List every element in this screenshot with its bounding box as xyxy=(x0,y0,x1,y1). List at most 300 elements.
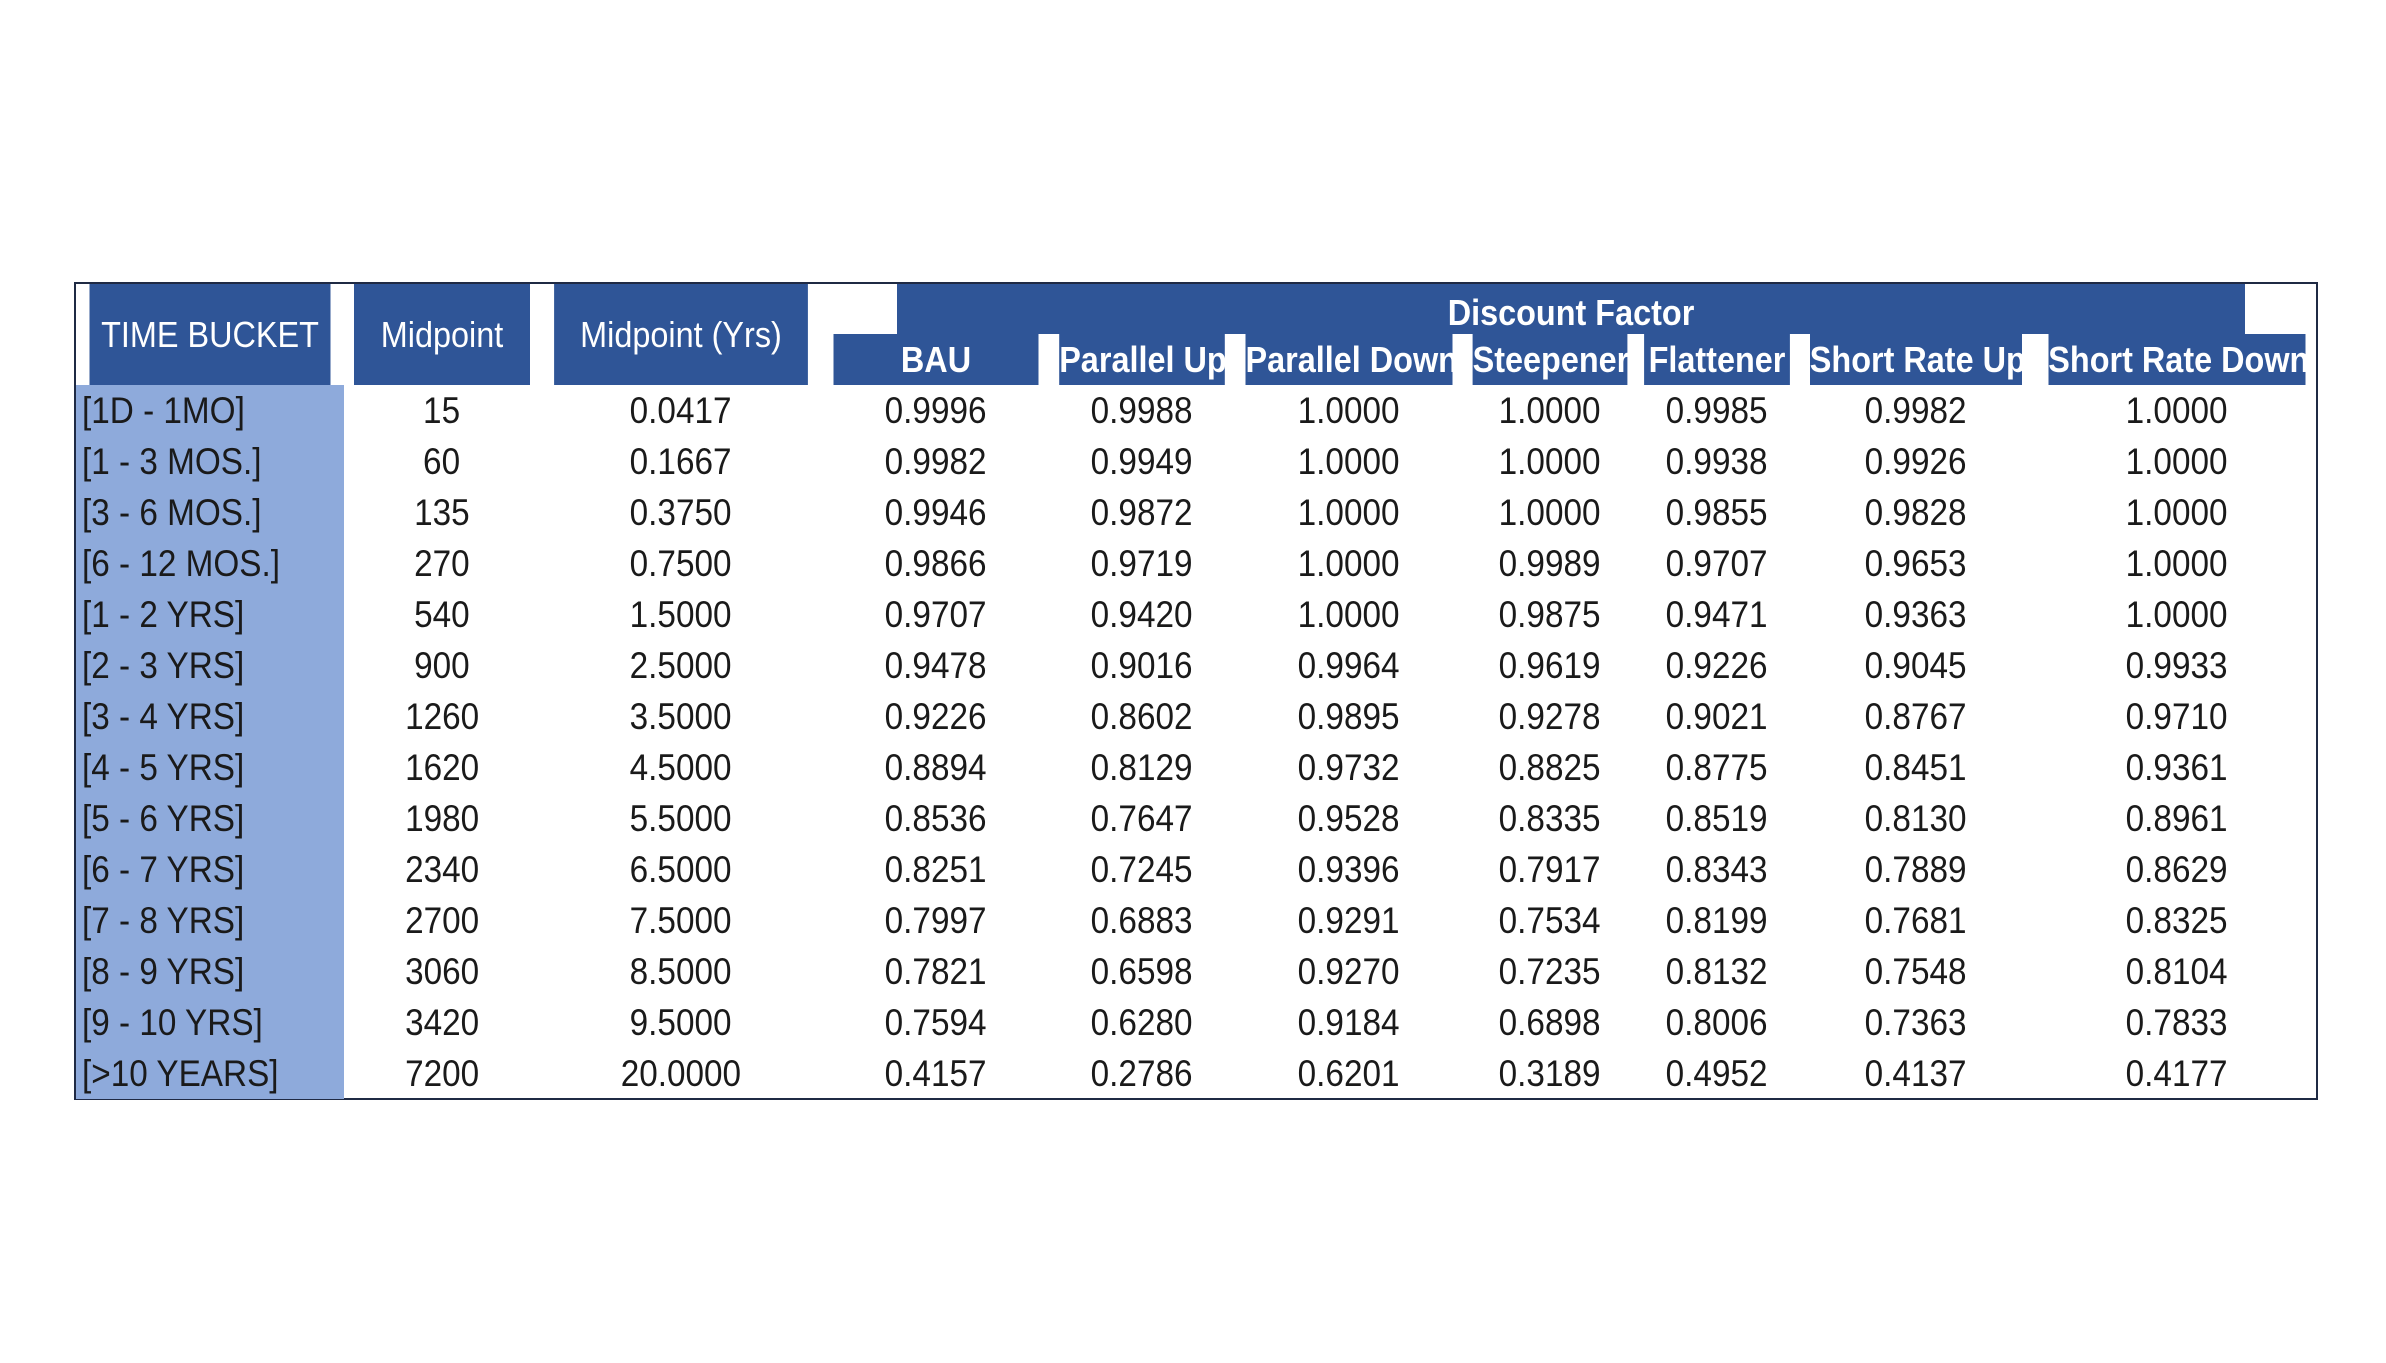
cell-steepener xyxy=(1464,793,1636,844)
cell-short-rate-down-text: 0.8629 xyxy=(2126,848,2228,890)
cell-bau xyxy=(822,946,1050,997)
cell-midpoint xyxy=(344,1048,540,1099)
table-row xyxy=(76,895,2320,946)
cell-bau xyxy=(822,997,1050,1048)
cell-parallel-up xyxy=(1050,640,1234,691)
cell-flattener xyxy=(1636,946,1798,997)
cell-bau xyxy=(822,538,1050,589)
cell-short-rate-up xyxy=(1798,844,2034,895)
cell-flattener-text: 0.9021 xyxy=(1666,695,1768,737)
cell-steepener xyxy=(1464,1048,1636,1099)
cell-short-rate-up xyxy=(1798,487,2034,538)
cell-parallel-up xyxy=(1050,691,1234,742)
cell-short-rate-down-text: 0.7833 xyxy=(2126,1001,2228,1043)
cell-short-rate-up-text: 0.9653 xyxy=(1865,542,1967,584)
cell-midpoint-yrs-text: 0.7500 xyxy=(630,542,732,584)
cell-midpoint xyxy=(344,640,540,691)
cell-steepener xyxy=(1464,844,1636,895)
cell-short-rate-down-text: 1.0000 xyxy=(2126,593,2228,635)
cell-parallel-down-text: 0.9270 xyxy=(1298,950,1400,992)
cell-bau-text: 0.7997 xyxy=(885,899,987,941)
cell-midpoint-yrs-text: 5.5000 xyxy=(630,797,732,839)
cell-short-rate-down xyxy=(2034,997,2320,1048)
discount-factor-table xyxy=(74,282,2318,1100)
cell-bau-text: 0.8536 xyxy=(885,797,987,839)
cell-flattener-text: 0.9938 xyxy=(1666,440,1768,482)
cell-short-rate-up-text: 0.8451 xyxy=(1865,746,1967,788)
cell-short-rate-up xyxy=(1798,589,2034,640)
cell-time-bucket xyxy=(76,385,344,436)
cell-parallel-down xyxy=(1234,487,1464,538)
cell-parallel-down xyxy=(1234,844,1464,895)
table-row xyxy=(76,946,2320,997)
cell-midpoint xyxy=(344,793,540,844)
cell-time-bucket-text: [4 - 5 YRS] xyxy=(82,746,245,788)
cell-parallel-up xyxy=(1050,742,1234,793)
cell-flattener xyxy=(1636,640,1798,691)
cell-parallel-down-text: 0.9396 xyxy=(1298,848,1400,890)
cell-flattener xyxy=(1636,844,1798,895)
cell-short-rate-up-text: 0.4137 xyxy=(1865,1052,1967,1094)
data-table xyxy=(76,284,2320,1099)
cell-steepener-text: 1.0000 xyxy=(1499,491,1601,533)
cell-parallel-up xyxy=(1050,589,1234,640)
cell-flattener xyxy=(1636,997,1798,1048)
cell-short-rate-down xyxy=(2034,691,2320,742)
cell-bau-text: 0.9226 xyxy=(885,695,987,737)
cell-short-rate-down xyxy=(2034,385,2320,436)
cell-midpoint-yrs-text: 0.1667 xyxy=(630,440,732,482)
cell-bau-text: 0.4157 xyxy=(885,1052,987,1094)
cell-midpoint-yrs xyxy=(540,844,822,895)
cell-time-bucket xyxy=(76,487,344,538)
cell-steepener-text: 1.0000 xyxy=(1499,440,1601,482)
cell-short-rate-up xyxy=(1798,640,2034,691)
cell-steepener xyxy=(1464,385,1636,436)
cell-midpoint-yrs xyxy=(540,538,822,589)
cell-parallel-down xyxy=(1234,385,1464,436)
cell-steepener xyxy=(1464,742,1636,793)
cell-parallel-up-text: 0.6598 xyxy=(1091,950,1193,992)
cell-time-bucket xyxy=(76,793,344,844)
cell-parallel-up-text: 0.9420 xyxy=(1091,593,1193,635)
cell-midpoint-text: 1620 xyxy=(404,746,480,788)
cell-short-rate-down xyxy=(2034,589,2320,640)
cell-flattener-text: 0.8132 xyxy=(1666,950,1768,992)
cell-time-bucket xyxy=(76,946,344,997)
cell-parallel-up xyxy=(1050,538,1234,589)
cell-parallel-up xyxy=(1050,997,1234,1048)
cell-parallel-down xyxy=(1234,793,1464,844)
cell-midpoint xyxy=(344,997,540,1048)
cell-parallel-up-text: 0.9872 xyxy=(1091,491,1193,533)
table-row xyxy=(76,997,2320,1048)
cell-bau-text: 0.9946 xyxy=(885,491,987,533)
table-row xyxy=(76,487,2320,538)
cell-steepener xyxy=(1464,997,1636,1048)
table-row xyxy=(76,844,2320,895)
cell-short-rate-up xyxy=(1798,946,2034,997)
header-parallel-up: Parallel Up xyxy=(1059,334,1225,385)
cell-parallel-down xyxy=(1234,997,1464,1048)
cell-bau-text: 0.8251 xyxy=(885,848,987,890)
cell-midpoint-yrs-text: 2.5000 xyxy=(630,644,732,686)
cell-parallel-down xyxy=(1234,742,1464,793)
table-body xyxy=(76,385,2320,1099)
cell-midpoint-yrs xyxy=(540,1048,822,1099)
cell-time-bucket-text: [1 - 3 MOS.] xyxy=(82,440,262,482)
cell-short-rate-down xyxy=(2034,640,2320,691)
cell-steepener xyxy=(1464,436,1636,487)
cell-midpoint-text: 3420 xyxy=(404,1001,480,1043)
cell-midpoint-yrs xyxy=(540,946,822,997)
cell-parallel-up-text: 0.8129 xyxy=(1091,746,1193,788)
cell-flattener-text: 0.9226 xyxy=(1666,644,1768,686)
cell-midpoint-yrs xyxy=(540,640,822,691)
cell-midpoint-text: 900 xyxy=(414,644,470,686)
header-bau: BAU xyxy=(833,334,1038,385)
header-time-bucket: TIME BUCKET xyxy=(89,284,330,385)
cell-midpoint-text: 540 xyxy=(414,593,470,635)
cell-steepener-text: 0.7235 xyxy=(1499,950,1601,992)
cell-midpoint-yrs-text: 7.5000 xyxy=(630,899,732,941)
cell-short-rate-down xyxy=(2034,538,2320,589)
cell-short-rate-up xyxy=(1798,691,2034,742)
table-row xyxy=(76,793,2320,844)
cell-midpoint xyxy=(344,742,540,793)
cell-parallel-up xyxy=(1050,844,1234,895)
cell-midpoint-text: 2700 xyxy=(404,899,480,941)
cell-short-rate-down xyxy=(2034,844,2320,895)
cell-parallel-down xyxy=(1234,538,1464,589)
cell-midpoint-text: 60 xyxy=(423,440,461,482)
cell-midpoint xyxy=(344,946,540,997)
cell-midpoint xyxy=(344,487,540,538)
cell-short-rate-down xyxy=(2034,487,2320,538)
cell-time-bucket xyxy=(76,997,344,1048)
cell-flattener-text: 0.8199 xyxy=(1666,899,1768,941)
cell-short-rate-down xyxy=(2034,436,2320,487)
cell-short-rate-down-text: 0.4177 xyxy=(2126,1052,2228,1094)
cell-time-bucket xyxy=(76,691,344,742)
cell-short-rate-down-text: 1.0000 xyxy=(2126,542,2228,584)
header-discount-factor-group: Discount Factor xyxy=(897,284,2245,334)
cell-parallel-down-text: 0.9732 xyxy=(1298,746,1400,788)
cell-short-rate-down xyxy=(2034,1048,2320,1099)
header-midpoint: Midpoint xyxy=(354,284,530,385)
cell-parallel-up-text: 0.2786 xyxy=(1091,1052,1193,1094)
cell-bau xyxy=(822,844,1050,895)
header-midpoint-yrs: Midpoint (Yrs) xyxy=(554,284,808,385)
cell-parallel-down xyxy=(1234,589,1464,640)
cell-bau xyxy=(822,691,1050,742)
cell-midpoint-yrs xyxy=(540,436,822,487)
cell-midpoint-yrs-text: 20.0000 xyxy=(620,1052,742,1094)
cell-steepener xyxy=(1464,487,1636,538)
cell-short-rate-up-text: 0.7681 xyxy=(1865,899,1967,941)
cell-time-bucket-text: [9 - 10 YRS] xyxy=(82,1001,263,1043)
cell-time-bucket-text: [3 - 6 MOS.] xyxy=(82,491,262,533)
table-row xyxy=(76,742,2320,793)
cell-parallel-down-text: 1.0000 xyxy=(1298,542,1400,584)
cell-parallel-down xyxy=(1234,895,1464,946)
cell-midpoint xyxy=(344,844,540,895)
cell-flattener xyxy=(1636,1048,1798,1099)
cell-flattener-text: 0.4952 xyxy=(1666,1052,1768,1094)
cell-parallel-down xyxy=(1234,436,1464,487)
cell-midpoint-yrs xyxy=(540,487,822,538)
cell-parallel-up xyxy=(1050,946,1234,997)
cell-steepener-text: 0.8335 xyxy=(1499,797,1601,839)
cell-parallel-up xyxy=(1050,895,1234,946)
cell-bau-text: 0.7821 xyxy=(885,950,987,992)
cell-bau xyxy=(822,385,1050,436)
cell-midpoint-yrs-text: 8.5000 xyxy=(630,950,732,992)
cell-short-rate-up xyxy=(1798,742,2034,793)
cell-steepener-text: 0.9278 xyxy=(1499,695,1601,737)
cell-parallel-down-text: 0.9291 xyxy=(1298,899,1400,941)
cell-short-rate-up xyxy=(1798,436,2034,487)
table-row xyxy=(76,1048,2320,1099)
cell-midpoint-yrs xyxy=(540,691,822,742)
table-row xyxy=(76,589,2320,640)
cell-flattener-text: 0.9985 xyxy=(1666,389,1768,431)
cell-parallel-down xyxy=(1234,1048,1464,1099)
cell-flattener xyxy=(1636,385,1798,436)
cell-time-bucket xyxy=(76,844,344,895)
cell-time-bucket xyxy=(76,742,344,793)
header-short-rate-up: Short Rate Up xyxy=(1810,334,2022,385)
cell-midpoint-text: 2340 xyxy=(404,848,480,890)
cell-bau xyxy=(822,895,1050,946)
cell-steepener-text: 0.9989 xyxy=(1499,542,1601,584)
cell-bau-text: 0.8894 xyxy=(885,746,987,788)
cell-time-bucket-text: [8 - 9 YRS] xyxy=(82,950,245,992)
cell-short-rate-down xyxy=(2034,742,2320,793)
cell-midpoint-yrs-text: 0.3750 xyxy=(630,491,732,533)
cell-steepener xyxy=(1464,895,1636,946)
cell-parallel-up xyxy=(1050,793,1234,844)
cell-short-rate-down-text: 0.9710 xyxy=(2126,695,2228,737)
header-short-rate-down: Short Rate Down xyxy=(2048,334,2305,385)
cell-short-rate-up-text: 0.8767 xyxy=(1865,695,1967,737)
cell-flattener-text: 0.8006 xyxy=(1666,1001,1768,1043)
cell-parallel-down-text: 0.9964 xyxy=(1298,644,1400,686)
cell-midpoint-yrs-text: 9.5000 xyxy=(630,1001,732,1043)
cell-steepener-text: 1.0000 xyxy=(1499,389,1601,431)
cell-time-bucket-text: [2 - 3 YRS] xyxy=(82,644,245,686)
cell-parallel-down xyxy=(1234,691,1464,742)
cell-time-bucket xyxy=(76,436,344,487)
cell-flattener xyxy=(1636,895,1798,946)
cell-time-bucket xyxy=(76,538,344,589)
cell-parallel-up-text: 0.8602 xyxy=(1091,695,1193,737)
cell-steepener-text: 0.3189 xyxy=(1499,1052,1601,1094)
cell-time-bucket xyxy=(76,1048,344,1099)
cell-short-rate-up-text: 0.9363 xyxy=(1865,593,1967,635)
cell-short-rate-down-text: 0.8325 xyxy=(2126,899,2228,941)
cell-bau xyxy=(822,793,1050,844)
cell-short-rate-up-text: 0.8130 xyxy=(1865,797,1967,839)
cell-short-rate-down-text: 0.9361 xyxy=(2126,746,2228,788)
cell-steepener-text: 0.6898 xyxy=(1499,1001,1601,1043)
cell-bau-text: 0.9982 xyxy=(885,440,987,482)
cell-flattener-text: 0.8343 xyxy=(1666,848,1768,890)
header-parallel-down: Parallel Down xyxy=(1246,334,1453,385)
cell-flattener xyxy=(1636,742,1798,793)
cell-steepener-text: 0.7917 xyxy=(1499,848,1601,890)
table-row xyxy=(76,640,2320,691)
cell-short-rate-down xyxy=(2034,895,2320,946)
cell-steepener-text: 0.8825 xyxy=(1499,746,1601,788)
cell-short-rate-down-text: 1.0000 xyxy=(2126,440,2228,482)
cell-short-rate-up xyxy=(1798,1048,2034,1099)
cell-short-rate-down xyxy=(2034,793,2320,844)
table-row xyxy=(76,385,2320,436)
cell-parallel-up-text: 0.9988 xyxy=(1091,389,1193,431)
cell-time-bucket xyxy=(76,589,344,640)
cell-short-rate-up-text: 0.7889 xyxy=(1865,848,1967,890)
cell-parallel-up-text: 0.9949 xyxy=(1091,440,1193,482)
cell-midpoint-yrs xyxy=(540,385,822,436)
cell-parallel-up xyxy=(1050,487,1234,538)
cell-midpoint xyxy=(344,538,540,589)
cell-midpoint-yrs-text: 4.5000 xyxy=(630,746,732,788)
cell-time-bucket xyxy=(76,640,344,691)
cell-flattener-text: 0.8519 xyxy=(1666,797,1768,839)
cell-short-rate-up xyxy=(1798,997,2034,1048)
cell-short-rate-up-text: 0.9828 xyxy=(1865,491,1967,533)
cell-parallel-down-text: 1.0000 xyxy=(1298,389,1400,431)
cell-flattener-text: 0.8775 xyxy=(1666,746,1768,788)
cell-bau xyxy=(822,589,1050,640)
cell-short-rate-up-text: 0.9045 xyxy=(1865,644,1967,686)
cell-bau xyxy=(822,436,1050,487)
cell-parallel-down xyxy=(1234,946,1464,997)
cell-short-rate-down-text: 0.9933 xyxy=(2126,644,2228,686)
cell-midpoint-yrs xyxy=(540,895,822,946)
cell-midpoint xyxy=(344,895,540,946)
cell-short-rate-up xyxy=(1798,793,2034,844)
cell-steepener-text: 0.9619 xyxy=(1499,644,1601,686)
cell-flattener-text: 0.9707 xyxy=(1666,542,1768,584)
cell-bau xyxy=(822,742,1050,793)
cell-midpoint-text: 135 xyxy=(414,491,470,533)
cell-parallel-down-text: 0.6201 xyxy=(1298,1052,1400,1094)
cell-bau-text: 0.9707 xyxy=(885,593,987,635)
cell-midpoint xyxy=(344,691,540,742)
cell-short-rate-up-text: 0.9982 xyxy=(1865,389,1967,431)
cell-steepener xyxy=(1464,691,1636,742)
cell-parallel-down-text: 1.0000 xyxy=(1298,593,1400,635)
cell-midpoint-yrs-text: 1.5000 xyxy=(630,593,732,635)
table-row xyxy=(76,691,2320,742)
cell-flattener xyxy=(1636,436,1798,487)
cell-parallel-up xyxy=(1050,1048,1234,1099)
cell-flattener-text: 0.9855 xyxy=(1666,491,1768,533)
cell-time-bucket-text: [1D - 1MO] xyxy=(82,389,245,431)
cell-bau-text: 0.9478 xyxy=(885,644,987,686)
cell-midpoint-text: 270 xyxy=(414,542,470,584)
cell-midpoint xyxy=(344,385,540,436)
cell-bau-text: 0.9996 xyxy=(885,389,987,431)
cell-time-bucket-text: [5 - 6 YRS] xyxy=(82,797,245,839)
cell-short-rate-up-text: 0.7363 xyxy=(1865,1001,1967,1043)
cell-steepener-text: 0.9875 xyxy=(1499,593,1601,635)
cell-flattener xyxy=(1636,793,1798,844)
cell-bau xyxy=(822,1048,1050,1099)
cell-short-rate-up xyxy=(1798,538,2034,589)
cell-parallel-up xyxy=(1050,436,1234,487)
cell-bau xyxy=(822,640,1050,691)
cell-parallel-up xyxy=(1050,385,1234,436)
cell-parallel-up-text: 0.7647 xyxy=(1091,797,1193,839)
cell-short-rate-up xyxy=(1798,895,2034,946)
cell-parallel-up-text: 0.6883 xyxy=(1091,899,1193,941)
cell-flattener xyxy=(1636,691,1798,742)
cell-short-rate-down-text: 0.8961 xyxy=(2126,797,2228,839)
table-row xyxy=(76,436,2320,487)
cell-midpoint-text: 15 xyxy=(423,389,461,431)
cell-short-rate-up-text: 0.9926 xyxy=(1865,440,1967,482)
cell-parallel-up-text: 0.9719 xyxy=(1091,542,1193,584)
cell-parallel-up-text: 0.9016 xyxy=(1091,644,1193,686)
cell-midpoint-yrs xyxy=(540,997,822,1048)
cell-parallel-down xyxy=(1234,640,1464,691)
cell-short-rate-down-text: 1.0000 xyxy=(2126,491,2228,533)
cell-parallel-up-text: 0.6280 xyxy=(1091,1001,1193,1043)
cell-parallel-down-text: 0.9528 xyxy=(1298,797,1400,839)
cell-midpoint-text: 1980 xyxy=(404,797,480,839)
cell-short-rate-down-text: 0.8104 xyxy=(2126,950,2228,992)
cell-flattener-text: 0.9471 xyxy=(1666,593,1768,635)
cell-midpoint-text: 1260 xyxy=(404,695,480,737)
cell-midpoint-yrs xyxy=(540,589,822,640)
cell-time-bucket-text: [7 - 8 YRS] xyxy=(82,899,245,941)
cell-time-bucket-text: [3 - 4 YRS] xyxy=(82,695,245,737)
cell-time-bucket-text: [6 - 12 MOS.] xyxy=(82,542,281,584)
cell-short-rate-down-text: 1.0000 xyxy=(2126,389,2228,431)
cell-steepener-text: 0.7534 xyxy=(1499,899,1601,941)
cell-time-bucket-text: [1 - 2 YRS] xyxy=(82,593,245,635)
cell-short-rate-up xyxy=(1798,385,2034,436)
cell-flattener xyxy=(1636,487,1798,538)
cell-steepener xyxy=(1464,946,1636,997)
header-steepener: Steepener xyxy=(1473,334,1628,385)
header-flattener: Flattener xyxy=(1644,334,1790,385)
cell-midpoint xyxy=(344,589,540,640)
cell-flattener xyxy=(1636,538,1798,589)
cell-steepener xyxy=(1464,640,1636,691)
cell-parallel-down-text: 1.0000 xyxy=(1298,491,1400,533)
cell-short-rate-up-text: 0.7548 xyxy=(1865,950,1967,992)
cell-parallel-down-text: 0.9184 xyxy=(1298,1001,1400,1043)
cell-midpoint-text: 7200 xyxy=(404,1052,480,1094)
cell-parallel-up-text: 0.7245 xyxy=(1091,848,1193,890)
cell-midpoint-yrs-text: 0.0417 xyxy=(630,389,732,431)
cell-bau xyxy=(822,487,1050,538)
cell-midpoint-yrs-text: 3.5000 xyxy=(630,695,732,737)
cell-parallel-down-text: 0.9895 xyxy=(1298,695,1400,737)
cell-midpoint-yrs-text: 6.5000 xyxy=(630,848,732,890)
cell-parallel-down-text: 1.0000 xyxy=(1298,440,1400,482)
cell-bau-text: 0.7594 xyxy=(885,1001,987,1043)
cell-time-bucket-text: [>10 YEARS] xyxy=(82,1052,279,1094)
cell-steepener xyxy=(1464,589,1636,640)
cell-bau-text: 0.9866 xyxy=(885,542,987,584)
cell-midpoint-yrs xyxy=(540,793,822,844)
cell-midpoint-text: 3060 xyxy=(404,950,480,992)
